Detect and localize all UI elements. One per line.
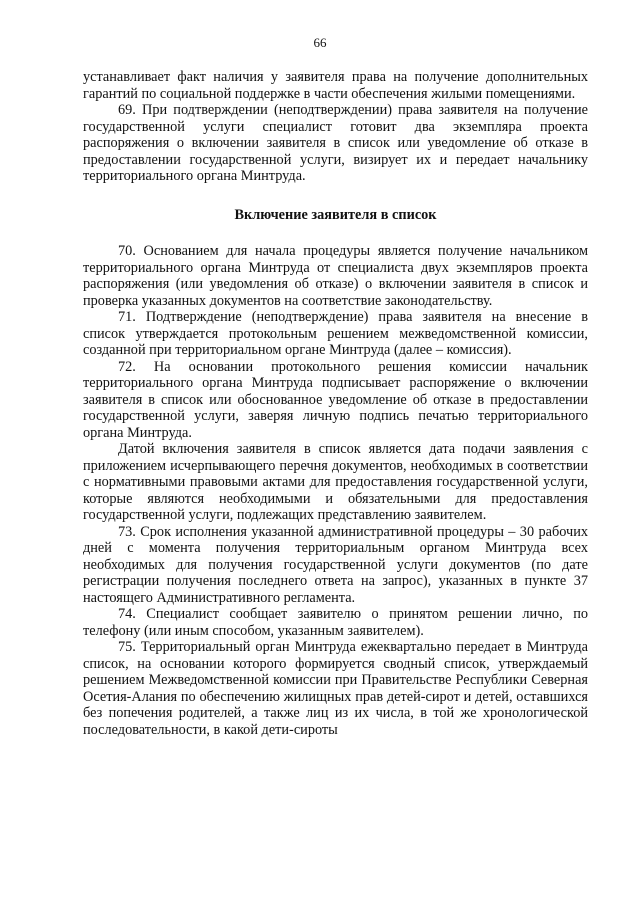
paragraph-74: 74. Специалист сообщает заявителю о принятом решении лично, по телефону (или иным способом, указанным заявителем).: [83, 606, 588, 639]
paragraph-75: 75. Территориальный орган Минтруда ежеквартально передает в Минтруда список, на основании которого формируется сводный список, утверждаемый решением Межведомственной комиссии при Правительстве Республики Северная Осетия-Алания по обеспечению жилищных прав детей-сирот и детей, оставшихся без попечения родителей, а также лиц из их числа, в той же хронологической последовательности, в какой дети-сироты: [83, 639, 588, 738]
paragraph-73: 73. Срок исполнения указанной административной процедуры – 30 рабочих дней с момента получения территориальным органом Минтруда всех необходимых для получения государственной услуги документов (по дате регистрации получения последнего ответа на запрос), указанных в пункте 37 настоящего Административного регламента.: [83, 523, 588, 606]
paragraph-70: 70. Основанием для начала процедуры является получение начальником территориального органа Минтруда от специалиста двух экземпляров проекта распоряжения (или уведомления об отказе) о включении заявителя в список и проверка указанных документов на соответствие законодательству.: [83, 243, 588, 309]
document-body: [83, 69, 588, 738]
section-title: Включение заявителя в список: [234, 206, 437, 223]
paragraph-72: 72. На основании протокольного решения комиссии начальник территориального органа Минтруда подписывает распоряжение о включении заявителя в список или обоснованное уведомление об отказе в предоставлении государственной услуги, заверяя личную подпись печатью территориального органа Минтруда.: [83, 358, 588, 441]
paragraph-69: 69. При подтверждении (неподтверждении) права заявителя на получение государственной услуги специалист готовит два экземпляра проекта распоряжения о включении заявителя в список или уведомление об отказе в предоставлении государственной услуги, визирует их и передает начальнику территориального органа Минтруда.: [83, 102, 588, 184]
paragraph-continuation: устанавливает факт наличия у заявителя права на получение дополнительных гарантий по социальной поддержке в части обеспечения жилыми помещениями.: [83, 69, 588, 102]
paragraph-71: 71. Подтверждение (неподтверждение) права заявителя на внесение в список утверждается протокольным решением межведомственной комиссии, созданной при территориальном органе Минтруда (далее – комиссия).: [83, 309, 588, 358]
page-number: 66: [313, 35, 327, 50]
paragraph-inclusion-date: Датой включения заявителя в список является дата подачи заявления с приложением исчерпывающего перечня документов, необходимых в соответствии с нормативными правовыми актами для предоставления государственной услуги, которые являются необходимыми и обязательными для предоставления государственной услуги, подлежащих представлению заявителем.: [83, 441, 588, 523]
